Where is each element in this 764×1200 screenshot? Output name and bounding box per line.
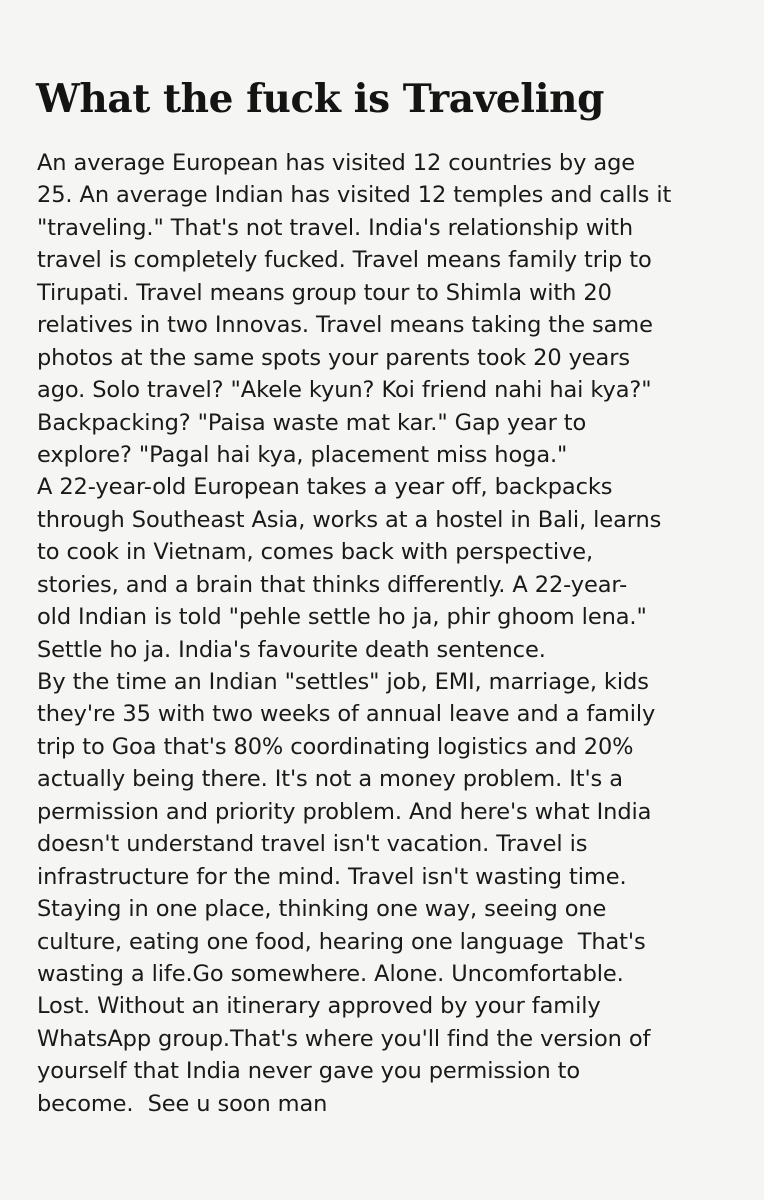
body-line: stories, and a brain that thinks differently. A 22-year- [37,571,628,598]
body-line: to cook in Vietnam, comes back with perspective, [37,539,594,566]
body-line: photos at the same spots your parents took 20 years [37,344,631,371]
body-line: 25. An average Indian has visited 12 temples and calls it [37,182,672,209]
body-line: WhatsApp group.That's where you'll find the version of [37,1025,651,1052]
body-line: culture, eating one food, hearing one language That's [37,928,646,955]
body-line: wasting a life.Go somewhere. Alone. Uncomfortable. [37,960,624,987]
body-line: Tirupati. Travel means group tour to Shimla with 20 [37,279,612,306]
body-line: doesn't understand travel isn't vacation. Travel is [37,831,588,858]
body-line: relatives in two Innovas. Travel means taking the same [37,312,653,339]
body-line: explore? "Pagal hai kya, placement miss hoga." [37,441,568,468]
body-line: ago. Solo travel? "Akele kyun? Koi friend nahi hai kya?" [37,377,652,404]
body-line: actually being there. It's not a money problem. It's a [37,766,623,793]
body-line: An average European has visited 12 countries by age [37,150,635,176]
body-line: A 22-year-old European takes a year off, backpacks [37,474,613,501]
body-line: Staying in one place, thinking one way, seeing one [37,896,607,923]
body-line: infrastructure for the mind. Travel isn't wasting time. [37,863,627,890]
body-line: yourself that India never gave you permission to [37,1058,581,1085]
body-line: By the time an Indian "settles" job, EMI, marriage, kids [37,669,649,695]
article-body [37,147,737,1120]
body-line: they're 35 with two weeks of annual leave and a family [37,701,656,728]
article-title: What the fuck is Traveling [36,76,604,122]
body-line: permission and priority problem. And here's what India [37,798,652,825]
body-line: Settle ho ja. India's favourite death sentence. [37,636,546,663]
body-line: Backpacking? "Paisa waste mat kar." Gap year to [37,409,587,436]
body-line: travel is completely fucked. Travel means family trip to [37,247,652,274]
body-line: Lost. Without an itinerary approved by your family [37,993,601,1020]
body-line: become. See u soon man [37,1090,328,1117]
body-line: trip to Goa that's 80% coordinating logistics and 20% [37,733,634,760]
body-line: "traveling." That's not travel. India's relationship with [37,214,634,241]
body-line: through Southeast Asia, works at a hostel in Bali, learns [37,506,662,533]
body-line: old Indian is told "pehle settle ho ja, phir ghoom lena." [37,604,647,631]
